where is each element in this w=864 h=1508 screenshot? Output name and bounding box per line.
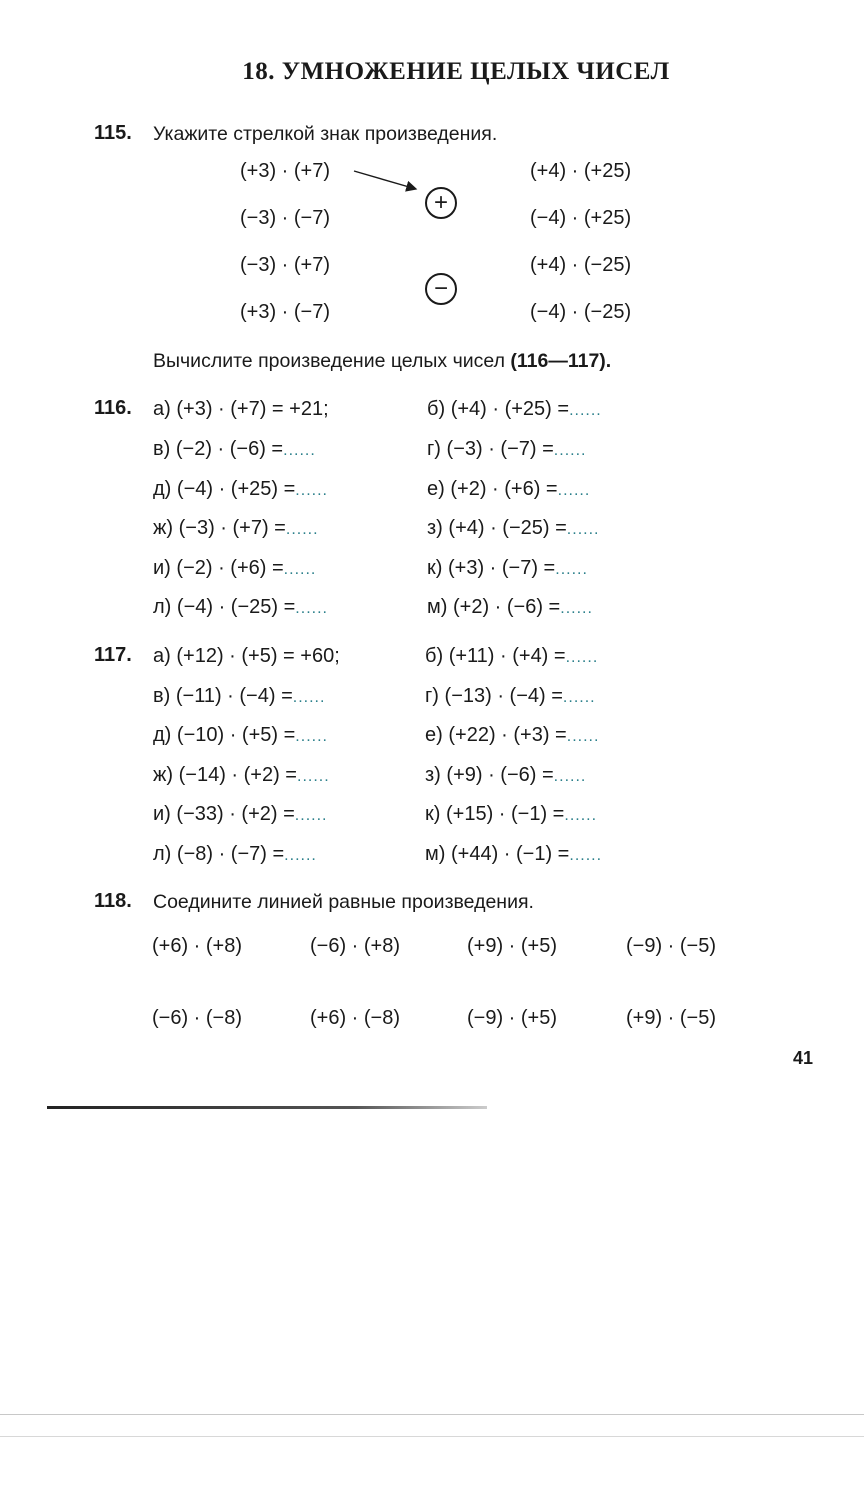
- item-expr: (−33) · (+2) =: [176, 803, 295, 825]
- viewer-divider-2: [0, 1436, 864, 1437]
- ex116-item-k: [427, 557, 588, 580]
- item-expr: (−8) · (−7) =: [176, 843, 285, 865]
- ex117-item-d: [153, 724, 328, 747]
- item-label: е): [427, 478, 445, 500]
- item-label: з): [425, 764, 441, 786]
- exercise-118-text: Соедините линией равные произведения.: [153, 891, 534, 913]
- item-expr: (−10) · (+5) =: [176, 724, 296, 746]
- ex118-top-2[interactable]: (−6) · (+8): [310, 935, 401, 957]
- ex116-item-g: [427, 438, 586, 461]
- item-expr: (+12) · (+5) = +60;: [176, 645, 340, 667]
- item-label: а): [153, 645, 171, 667]
- ex115-right-1: (+4) · (+25): [530, 160, 632, 182]
- ex117-item-g: [425, 685, 596, 708]
- answer-blank[interactable]: ......: [565, 649, 599, 666]
- instruction-text: Вычислите произведение целых чисел: [153, 350, 505, 372]
- exercise-117-number: 117.: [94, 644, 132, 666]
- exercise-115-number: 115.: [94, 122, 132, 144]
- ex117-item-b: [425, 645, 598, 668]
- item-expr: (+15) · (−1) =: [445, 803, 565, 825]
- answer-blank[interactable]: ......: [557, 482, 591, 499]
- answer-blank[interactable]: ......: [564, 807, 598, 824]
- ex116-item-d: [153, 478, 328, 501]
- answer-blank[interactable]: ......: [294, 807, 328, 824]
- item-expr: (+22) · (+3) =: [448, 724, 567, 746]
- item-expr: (+4) · (−25) =: [448, 517, 567, 539]
- item-expr: (+9) · (−6) =: [446, 764, 554, 786]
- item-label: г): [427, 438, 441, 460]
- viewer-divider-1: [0, 1414, 864, 1415]
- item-expr: (+3) · (−7) =: [447, 557, 556, 579]
- ex118-bottom-1[interactable]: (−6) · (−8): [152, 1007, 243, 1029]
- page-number: 41: [793, 1048, 814, 1068]
- answer-blank[interactable]: ......: [292, 689, 326, 706]
- item-expr: (+2) · (−6) =: [452, 596, 561, 618]
- answer-blank[interactable]: ......: [569, 402, 602, 419]
- ex117-item-k: [425, 803, 597, 826]
- item-label: м): [427, 596, 448, 618]
- item-expr: (−14) · (+2) =: [178, 764, 297, 786]
- ex118-bottom-4[interactable]: (+9) · (−5): [626, 1007, 717, 1029]
- answer-blank[interactable]: ......: [283, 561, 317, 578]
- section-title: 18. УМНОЖЕНИЕ ЦЕЛЫХ ЧИСЕЛ: [242, 58, 670, 85]
- item-expr: (−4) · (−25) =: [176, 596, 296, 618]
- instruction-range: (116—117).: [510, 350, 612, 372]
- item-expr: (−2) · (+6) =: [176, 557, 284, 579]
- answer-blank[interactable]: ......: [297, 768, 330, 785]
- ex118-top-1[interactable]: (+6) · (+8): [152, 935, 243, 957]
- item-label: е): [425, 724, 443, 746]
- ex117-item-zh: [153, 764, 330, 787]
- item-expr: (+4) · (+25) =: [450, 398, 570, 420]
- answer-blank[interactable]: ......: [553, 442, 587, 459]
- example-arrow-icon: [350, 165, 430, 195]
- minus-sign-circle[interactable]: −: [425, 273, 457, 305]
- plus-sign-circle[interactable]: +: [425, 187, 457, 219]
- item-expr: (−3) · (+7) =: [178, 517, 286, 539]
- item-expr: (+11) · (+4) =: [448, 645, 566, 667]
- exercise-115-text: Укажите стрелкой знак произведения.: [153, 123, 498, 145]
- item-label: г): [425, 685, 439, 707]
- answer-blank[interactable]: ......: [553, 768, 587, 785]
- ex116-item-v: [153, 438, 316, 461]
- ex116-item-a: [153, 398, 329, 421]
- item-expr: (+44) · (−1) =: [450, 843, 570, 865]
- answer-blank[interactable]: ......: [295, 600, 328, 617]
- item-label: к): [425, 803, 441, 825]
- item-label: л): [153, 596, 172, 618]
- item-label: ж): [153, 517, 174, 539]
- answer-blank[interactable]: ......: [566, 521, 600, 538]
- item-label: ж): [153, 764, 174, 786]
- ex116-item-i: [153, 557, 316, 580]
- ex115-left-4: (+3) · (−7): [240, 301, 331, 323]
- item-label: з): [427, 517, 443, 539]
- item-expr: (−4) · (+25) =: [176, 478, 296, 500]
- answer-blank[interactable]: ......: [566, 728, 600, 745]
- item-label: б): [427, 398, 446, 420]
- item-expr: (−11) · (−4) =: [175, 685, 293, 707]
- ex117-item-l: [153, 843, 317, 866]
- answer-blank[interactable]: ......: [284, 847, 317, 864]
- ex118-top-3[interactable]: (+9) · (+5): [467, 935, 558, 957]
- instruction-line: [153, 350, 611, 373]
- ex115-left-2: (−3) · (−7): [240, 207, 331, 229]
- answer-blank[interactable]: ......: [295, 482, 328, 499]
- ex117-item-i: [153, 803, 327, 826]
- exercise-118-number: 118.: [94, 890, 132, 912]
- answer-blank[interactable]: ......: [283, 442, 316, 459]
- answer-blank[interactable]: ......: [560, 600, 593, 617]
- exercise-116-number: 116.: [94, 397, 132, 419]
- ex116-item-l: [153, 596, 328, 619]
- ex116-item-zh: [153, 517, 319, 540]
- ex116-item-z: [427, 517, 599, 540]
- ex117-item-m: [425, 843, 602, 866]
- answer-blank[interactable]: ......: [555, 561, 588, 578]
- ex115-right-4: (−4) · (−25): [530, 301, 632, 323]
- item-label: м): [425, 843, 446, 865]
- page-bottom-rule: [47, 1106, 487, 1109]
- item-label: в): [153, 438, 171, 460]
- answer-blank[interactable]: ......: [569, 847, 603, 864]
- item-label: в): [153, 685, 171, 707]
- ex117-item-a: [153, 645, 340, 668]
- item-label: а): [153, 398, 171, 420]
- ex117-item-e: [425, 724, 599, 747]
- item-expr: (−2) · (−6) =: [175, 438, 284, 460]
- ex117-item-v: [153, 685, 325, 708]
- ex117-item-z: [425, 764, 586, 787]
- ex115-right-3: (+4) · (−25): [530, 254, 632, 276]
- ex116-item-m: [427, 596, 593, 619]
- item-label: и): [153, 803, 171, 825]
- item-label: д): [153, 478, 172, 500]
- item-expr: (−3) · (−7) =: [446, 438, 554, 460]
- item-label: д): [153, 724, 172, 746]
- item-label: б): [425, 645, 444, 667]
- ex116-item-e: [427, 478, 590, 501]
- item-label: к): [427, 557, 443, 579]
- item-expr: (+3) · (+7) = +21;: [176, 398, 329, 420]
- item-expr: (−13) · (−4) =: [444, 685, 563, 707]
- ex115-right-2: (−4) · (+25): [530, 207, 632, 229]
- answer-blank[interactable]: ......: [285, 521, 319, 538]
- answer-blank[interactable]: ......: [562, 689, 596, 706]
- ex118-bottom-2[interactable]: (+6) · (−8): [310, 1007, 401, 1029]
- answer-blank[interactable]: ......: [295, 728, 328, 745]
- item-expr: (+2) · (+6) =: [450, 478, 558, 500]
- item-label: и): [153, 557, 171, 579]
- ex118-bottom-3[interactable]: (−9) · (+5): [467, 1007, 558, 1029]
- item-label: л): [153, 843, 172, 865]
- ex115-left-3: (−3) · (+7): [240, 254, 331, 276]
- ex118-top-4[interactable]: (−9) · (−5): [626, 935, 717, 957]
- ex116-item-b: [427, 398, 602, 421]
- ex115-left-1: (+3) · (+7): [240, 160, 331, 182]
